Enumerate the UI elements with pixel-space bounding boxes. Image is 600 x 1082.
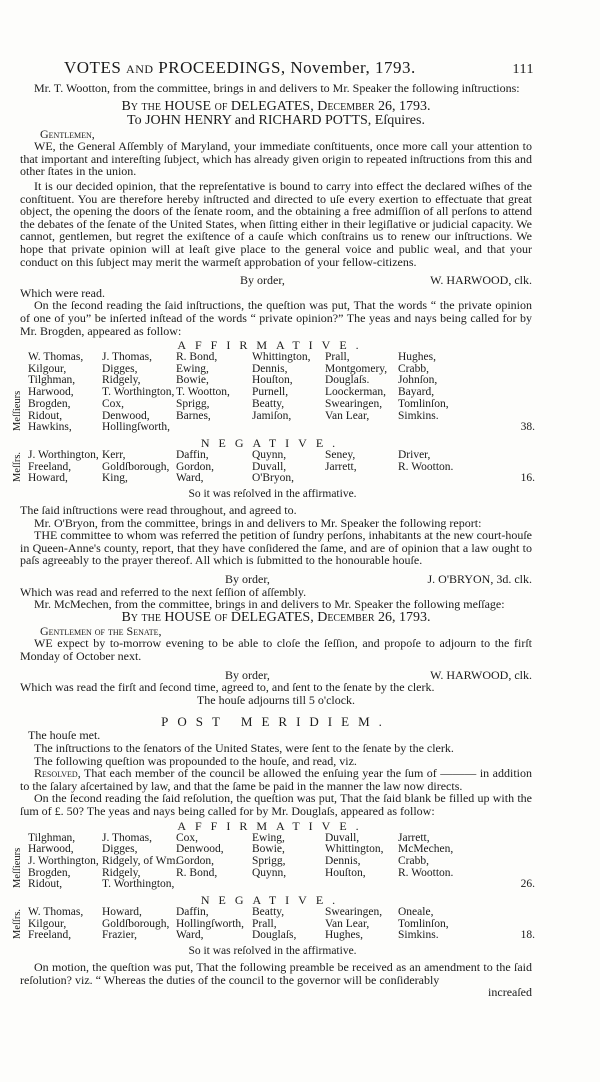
resolution-text: That each member of the council be allowed the enſuing year the ſum of ——— in addition to the ſalary aſcertained by law, and that the ſame be paid in the manner the law now directs. [20, 766, 532, 793]
member-name: Houſton, [325, 866, 366, 879]
negative-heading: NEGATIVE. [200, 435, 345, 450]
member-name: Brogden, [28, 397, 71, 410]
signer: J. O'BRYON, 3d. clk. [427, 572, 532, 587]
member-name: Goldſborough, [102, 460, 170, 473]
member-column [398, 352, 449, 422]
paragraph: Mr. O'Bryon, from the committee, brings in and delivers to Mr. Speaker the following report: [34, 515, 482, 530]
member-name: Bowie, [252, 843, 285, 856]
member-column [28, 352, 83, 434]
member-name: Kerr, [102, 448, 126, 461]
paragraph: Which was read and referred to the next ſeſſion of aſſembly. [20, 584, 307, 599]
member-column [176, 907, 244, 942]
member-name: Montgomery, [325, 362, 388, 375]
member-column [398, 450, 453, 473]
paragraph: THE committee to whom was referred the petition of ſundry perſons, inhabitants at the new court-houſe in Queen-Anne's county, report, that they have conſidered the ſame, and are of opinion that a law ought to paſs agreeably to the prayer thereof. All which is ſubmitted to the honourable houſe. [20, 528, 532, 568]
member-column [102, 450, 169, 485]
member-name: Swearingen, [325, 397, 383, 410]
member-name: R. Wootton. [398, 460, 454, 473]
member-column [252, 450, 294, 485]
vote-table-2 [10, 820, 535, 960]
member-name: Ridgely, [102, 374, 141, 387]
vote-count: 38. [520, 421, 535, 434]
member-name: O'Bryon, [252, 472, 295, 485]
affirmative-heading: AFFIRMATIVE. [177, 818, 368, 833]
member-name: Sprigg, [176, 397, 210, 410]
signature-line [20, 274, 532, 287]
member-name: Douglaſs. [325, 374, 370, 387]
member-name: Daffin, [176, 906, 209, 919]
member-name: Loockerman, [325, 386, 386, 399]
member-name: Van Lear, [325, 409, 370, 422]
member-name: J. Thomas, [102, 831, 152, 844]
member-name: T. Worthington, [102, 386, 175, 399]
member-name: Simkins. [398, 929, 439, 942]
member-name: Barnes, [176, 409, 211, 422]
by-order: By order, [240, 273, 285, 288]
member-name: Purnell, [252, 386, 289, 399]
paragraph: On the ſecond reading the ſaid inſtructions, the queſtion was put, That the words “ the private opinion of one of you” be inſerted inſtead of the words “ private opinion?” The yeas and nays being called for by Mr. Brogden, appeared as follow: [20, 298, 532, 338]
paragraph: It is our decided opinion, that the repreſentative is bound to carry into effect the declared wiſhes of the conſtituent. You are therefore hereby inſtructed and directed to uſe every exertion to effectuate that great object, the opening the doors of the ſenate room, and the obtaining a free admiſſion of all perſons to attend the debates of the ſenate of the United States, when ſitting either in their legiſlative or judicial capacity. We cannot, gentlemen, but regret the exiſtence of a cauſe which conſtrains us to renew our inſtructions. We hope that private opinion will at leaſt give place to the general voice and public weal, and that your conduct on this ſubject may merit the warmeſt approbation of your fellow-citizens. [20, 178, 532, 269]
member-name: Cox, [176, 831, 199, 844]
member-name: Hughes, [325, 929, 364, 942]
member-name: Kilgour, [28, 917, 67, 930]
member-name: Driver, [398, 448, 431, 461]
paragraph: WE expect by to-morrow evening to be able to cloſe the ſeſſion, and propoſe to adjourn to the firſt Monday of October next. [20, 636, 532, 664]
paragraph: Mr. T. Wootton, from the committee, brings in and delivers to Mr. Speaker the following inſtructions: [34, 81, 520, 95]
member-name: Oneale, [398, 906, 434, 919]
member-column [28, 450, 99, 485]
member-name: T. Wootton, [176, 386, 230, 399]
member-name: Jarrett, [398, 831, 430, 844]
member-name: Ridout, [28, 878, 63, 891]
paragraph: The inſtructions to the ſenators of the United States, were ſent to the ſenate by the clerk. [34, 741, 454, 755]
member-name: Beatty, [252, 906, 285, 919]
page-body [12, 0, 535, 1019]
member-name: Tomlinſon, [398, 917, 449, 930]
catchword: increaſed [488, 985, 532, 1000]
member-name: Bowie, [176, 374, 209, 387]
member-name: Frazier, [102, 929, 137, 942]
member-name: Ewing, [252, 831, 285, 844]
member-name: Howard, [102, 906, 142, 919]
member-name: Ridgely, of Wm. [102, 854, 179, 867]
member-column [28, 833, 99, 891]
messieurs-label: Meſſieurs [12, 847, 23, 889]
member-name: Ward, [176, 929, 204, 942]
by-order: By order, [225, 667, 270, 682]
paragraph: On the ſecond reading the ſaid reſolution, the queſtion was put, That the ſaid blank be filled up with the ſum of £. 50? The yeas and nays being called for by Mr. Douglaſs, appeared as follow: [20, 791, 532, 818]
salutation: Gentlemen of the Senate, [40, 623, 162, 638]
resolved-label: Resolved, [34, 766, 81, 781]
member-name: Ridgely, [102, 866, 141, 879]
member-name: Ward, [176, 472, 204, 485]
member-name: Whittington, [252, 351, 311, 364]
paragraph: The houſe met. [28, 728, 101, 743]
member-name: Prall, [252, 917, 277, 930]
member-name: Hollingſworth, [176, 917, 245, 930]
member-name: Denwood, [102, 409, 150, 422]
member-name: Whittington, [325, 843, 384, 856]
title-proceedings: PROCEEDINGS, [158, 58, 286, 77]
member-name: Hollingſworth, [102, 421, 171, 434]
vote-result: So it was reſolved in the affirmative. [188, 488, 357, 501]
member-name: Quynn, [252, 866, 287, 879]
signature-line [20, 573, 532, 586]
member-column [28, 907, 83, 942]
member-name: Gordon, [176, 460, 215, 473]
member-name: Freeland, [28, 929, 72, 942]
member-name: Goldſborough, [102, 917, 170, 930]
member-name: Johnſon, [398, 374, 438, 387]
member-name: Gordon, [176, 854, 215, 867]
member-column [325, 907, 382, 942]
member-column [102, 907, 169, 942]
section-reports [20, 504, 532, 817]
addressee: To JOHN HENRY and RICHARD POTTS, Eſquires. [127, 112, 425, 128]
member-name: Tilghman, [28, 831, 76, 844]
section-instructions [20, 82, 532, 337]
signer: W. HARWOOD, clk. [430, 273, 532, 288]
member-name: Brogden, [28, 866, 71, 879]
member-name: Freeland, [28, 460, 72, 473]
member-name: Sprigg, [252, 854, 286, 867]
member-column [252, 352, 310, 422]
member-name: McMechen, [398, 843, 454, 856]
member-name: W. Thomas, [28, 351, 84, 364]
member-name: King, [102, 472, 128, 485]
member-name: Bayard, [398, 386, 435, 399]
vote-table-1 [10, 339, 535, 502]
member-name: Van Lear, [325, 917, 370, 930]
page-number: 111 [512, 62, 534, 77]
member-name: Jarrett, [325, 460, 357, 473]
member-name: Duvall, [252, 460, 287, 473]
title-votes: VOTES [64, 58, 122, 77]
member-column [325, 833, 383, 880]
member-name: R. Bond, [176, 866, 218, 879]
member-name: Beatty, [252, 397, 285, 410]
member-name: Digges, [102, 843, 138, 856]
salutation: Gentlemen, [40, 126, 95, 141]
member-name: Dennis, [252, 362, 288, 375]
member-name: J. Worthington, [28, 854, 99, 867]
member-name: Cox, [102, 397, 125, 410]
member-name: Harwood, [28, 386, 74, 399]
member-column [102, 833, 178, 891]
vote-count: 18. [520, 929, 535, 942]
member-name: Hawkins, [28, 421, 72, 434]
header-date: November, 1793. [290, 58, 416, 77]
member-name: Quynn, [252, 448, 287, 461]
member-name: W. Thomas, [28, 906, 84, 919]
member-column [252, 833, 286, 880]
signer: W. HARWOOD, clk. [430, 667, 532, 682]
member-column [398, 833, 453, 880]
adjournment: The houſe adjourns till 5 o'clock. [196, 692, 356, 707]
member-name: R. Bond, [176, 351, 218, 364]
negative-heading: NEGATIVE. [200, 893, 345, 908]
paragraph: The ſaid inſtructions were read throughout, and agreed to. [20, 503, 297, 518]
vote-result: So it was reſolved in the affirmative. [188, 945, 357, 958]
member-name: Hughes, [398, 351, 437, 364]
member-name: Daffin, [176, 448, 209, 461]
affirmative-heading: AFFIRMATIVE. [177, 338, 368, 353]
member-column [325, 450, 357, 473]
messieurs-label: Meſſieurs [12, 390, 23, 431]
member-column [102, 352, 174, 434]
vote-count: 16. [520, 472, 535, 485]
member-name: Seney, [325, 448, 356, 461]
member-name: R. Wootton. [398, 866, 454, 879]
member-name: Howard, [28, 472, 68, 485]
member-name: Dennis, [325, 854, 361, 867]
member-name: Swearingen, [325, 906, 383, 919]
section-heading: POST MERIDIEM. [161, 714, 391, 730]
member-name: Douglaſs, [252, 929, 297, 942]
member-name: Duvall, [325, 831, 360, 844]
section-motion [20, 961, 532, 999]
dateline: By the HOUSE of DELEGATES, December 26, 1793. [121, 609, 431, 625]
member-name: Crabb, [398, 362, 429, 375]
member-name: Digges, [102, 362, 138, 375]
member-column [176, 450, 214, 485]
member-name: Tomlinſon, [398, 397, 449, 410]
dateline: By the HOUSE of DELEGATES, December 26, 1793. [121, 98, 431, 114]
member-name: J. Worthington, [28, 448, 99, 461]
member-column [398, 907, 449, 942]
vote-count: 26. [520, 878, 535, 891]
member-name: Crabb, [398, 854, 429, 867]
member-name: Jamiſon, [252, 409, 292, 422]
member-name: Prall, [325, 351, 350, 364]
paragraph: On motion, the queſtion was put, That the following preamble be received as an amendment to the ſaid reſolution? viz. “ Whereas the duties of the council to the governor will be conſiderably [20, 960, 532, 987]
paragraph: Mr. McMechen, from the committee, brings in and delivers to Mr. Speaker the following meſſage: [34, 597, 505, 612]
messieurs-label: Meſſrs. [12, 452, 23, 483]
member-name: Kilgour, [28, 362, 67, 375]
member-name: Ridout, [28, 409, 63, 422]
member-name: Denwood, [176, 843, 224, 856]
by-order: By order, [225, 572, 270, 587]
title-and: and [126, 58, 154, 77]
member-name: T. Worthington, [102, 878, 175, 891]
paragraph: The following queſtion was propounded to the houſe, and read, viz. [34, 753, 357, 768]
member-name: J. Thomas, [102, 351, 152, 364]
member-column [325, 352, 387, 422]
member-column [252, 907, 296, 942]
member-name: Simkins. [398, 409, 439, 422]
member-column [176, 833, 224, 880]
member-name: Houſton, [252, 374, 293, 387]
paragraph: Which was read the firſt and ſecond time, agreed to, and ſent to the ſenate by the clerk. [20, 680, 435, 695]
member-name: Harwood, [28, 843, 74, 856]
paragraph: Which were read. [20, 285, 105, 300]
paragraph [20, 767, 532, 792]
member-column [176, 352, 230, 422]
member-name: Ewing, [176, 362, 209, 375]
member-name: Tilghman, [28, 374, 76, 387]
paragraph: WE, the General Aſſembly of Maryland, your immediate conſtituents, once more call your attention to that important and intereſting ſubject, which has already given origin to repeated inſtructions from this and other ſtates in the union. [20, 139, 532, 179]
messieurs-label: Meſſrs. [12, 909, 23, 940]
